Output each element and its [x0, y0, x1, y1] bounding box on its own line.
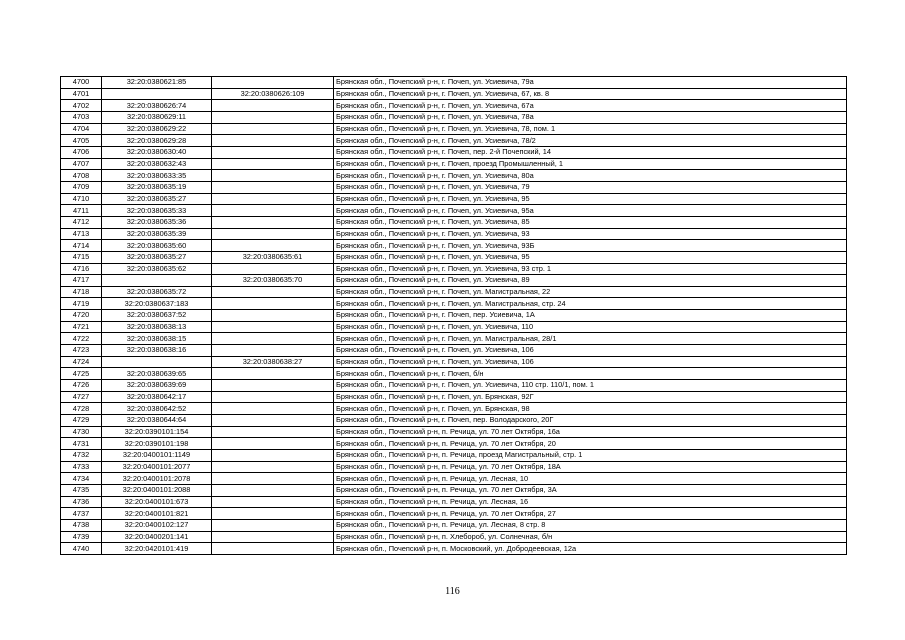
- secondary-cadastral-number-cell: [212, 286, 334, 298]
- table-row: [61, 193, 847, 205]
- table-row: [61, 298, 847, 310]
- row-number-cell: 4728: [61, 403, 102, 415]
- registry-table: [60, 76, 847, 555]
- address-cell: Брянская обл., Почепский р-н, г. Почеп, ул. Усиевича, 78/2: [334, 135, 847, 147]
- page-number: 116: [445, 586, 460, 597]
- secondary-cadastral-number-cell: [212, 368, 334, 380]
- table-row: [61, 170, 847, 182]
- row-number-cell: 4714: [61, 240, 102, 252]
- address-cell: Брянская обл., Почепский р-н, п. Речица, ул. Лесная, 10: [334, 473, 847, 485]
- table-row: [61, 181, 847, 193]
- cadastral-number-cell: 32:20:0380630:40: [102, 146, 212, 158]
- secondary-cadastral-number-cell: [212, 216, 334, 228]
- address-cell: Брянская обл., Почепский р-н, г. Почеп, ул. Усиевича, 78, пом. 1: [334, 123, 847, 135]
- cadastral-number-cell: 32:20:0380635:36: [102, 216, 212, 228]
- table-row: [61, 345, 847, 357]
- secondary-cadastral-number-cell: 32:20:0380626:109: [212, 88, 334, 100]
- secondary-cadastral-number-cell: [212, 473, 334, 485]
- secondary-cadastral-number-cell: [212, 77, 334, 89]
- row-number-cell: 4702: [61, 100, 102, 112]
- address-cell: Брянская обл., Почепский р-н, п. Речица, ул. 70 лет Октября, 27: [334, 508, 847, 520]
- address-cell: Брянская обл., Почепский р-н, п. Речица, проезд Магистральный, стр. 1: [334, 450, 847, 462]
- address-cell: Брянская обл., Почепский р-н, г. Почеп, ул. Усиевича, 95: [334, 193, 847, 205]
- address-cell: Брянская обл., Почепский р-н, г. Почеп, ул. Усиевича, 79а: [334, 77, 847, 89]
- address-cell: Брянская обл., Почепский р-н, п. Речица, ул. 70 лет Октября, 18А: [334, 461, 847, 473]
- table-row: [61, 228, 847, 240]
- cadastral-number-cell: 32:20:0380638:13: [102, 321, 212, 333]
- table-row: [61, 77, 847, 89]
- cadastral-number-cell: 32:20:0380629:28: [102, 135, 212, 147]
- cadastral-number-cell: 32:20:0380635:27: [102, 251, 212, 263]
- address-cell: Брянская обл., Почепский р-н, г. Почеп, пер. 2-й Почепский, 14: [334, 146, 847, 158]
- cadastral-number-cell: 32:20:0380637:52: [102, 310, 212, 322]
- cadastral-number-cell: 32:20:0380642:17: [102, 391, 212, 403]
- table-row: [61, 310, 847, 322]
- address-cell: Брянская обл., Почепский р-н, г. Почеп, ул. Усиевича, 95: [334, 251, 847, 263]
- secondary-cadastral-number-cell: [212, 531, 334, 543]
- secondary-cadastral-number-cell: [212, 310, 334, 322]
- table-row: [61, 240, 847, 252]
- table-row: [61, 508, 847, 520]
- address-cell: Брянская обл., Почепский р-н, г. Почеп, ул. Усиевича, 106: [334, 345, 847, 357]
- row-number-cell: 4723: [61, 345, 102, 357]
- cadastral-number-cell: 32:20:0380642:52: [102, 403, 212, 415]
- secondary-cadastral-number-cell: [212, 415, 334, 427]
- secondary-cadastral-number-cell: [212, 321, 334, 333]
- row-number-cell: 4735: [61, 484, 102, 496]
- cadastral-number-cell: 32:20:0380621:85: [102, 77, 212, 89]
- table-row: [61, 135, 847, 147]
- secondary-cadastral-number-cell: [212, 263, 334, 275]
- cadastral-number-cell: 32:20:0380638:16: [102, 345, 212, 357]
- table-row: [61, 251, 847, 263]
- address-cell: Брянская обл., Почепский р-н, г. Почеп, ул. Усиевича, 110: [334, 321, 847, 333]
- cadastral-number-cell: 32:20:0400101:2088: [102, 484, 212, 496]
- row-number-cell: 4713: [61, 228, 102, 240]
- table-row: [61, 438, 847, 450]
- row-number-cell: 4704: [61, 123, 102, 135]
- table-row: [61, 473, 847, 485]
- table-row: [61, 403, 847, 415]
- row-number-cell: 4709: [61, 181, 102, 193]
- row-number-cell: 4716: [61, 263, 102, 275]
- row-number-cell: 4715: [61, 251, 102, 263]
- row-number-cell: 4737: [61, 508, 102, 520]
- secondary-cadastral-number-cell: [212, 496, 334, 508]
- address-cell: Брянская обл., Почепский р-н, г. Почеп, ул. Брянская, 92Г: [334, 391, 847, 403]
- secondary-cadastral-number-cell: [212, 240, 334, 252]
- table-row: [61, 216, 847, 228]
- address-cell: Брянская обл., Почепский р-н, г. Почеп, ул. Усиевича, 79: [334, 181, 847, 193]
- secondary-cadastral-number-cell: [212, 543, 334, 555]
- cadastral-number-cell: 32:20:0380629:22: [102, 123, 212, 135]
- row-number-cell: 4736: [61, 496, 102, 508]
- row-number-cell: 4738: [61, 519, 102, 531]
- secondary-cadastral-number-cell: [212, 205, 334, 217]
- table-row: [61, 543, 847, 555]
- secondary-cadastral-number-cell: [212, 228, 334, 240]
- cadastral-number-cell: 32:20:0380637:183: [102, 298, 212, 310]
- address-cell: Брянская обл., Почепский р-н, г. Почеп, пер. Усиевича, 1А: [334, 310, 847, 322]
- cadastral-number-cell: 32:20:0380635:72: [102, 286, 212, 298]
- row-number-cell: 4732: [61, 450, 102, 462]
- cadastral-number-cell: 32:20:0380632:43: [102, 158, 212, 170]
- secondary-cadastral-number-cell: [212, 508, 334, 520]
- cadastral-number-cell: 32:20:0400101:2078: [102, 473, 212, 485]
- secondary-cadastral-number-cell: [212, 158, 334, 170]
- cadastral-number-cell: 32:20:0400101:2077: [102, 461, 212, 473]
- table-row: [61, 88, 847, 100]
- table-row: [61, 321, 847, 333]
- table-row: [61, 461, 847, 473]
- cadastral-number-cell: 32:20:0380644:64: [102, 415, 212, 427]
- secondary-cadastral-number-cell: [212, 426, 334, 438]
- cadastral-number-cell: 32:20:0380638:15: [102, 333, 212, 345]
- row-number-cell: 4703: [61, 111, 102, 123]
- address-cell: Брянская обл., Почепский р-н, г. Почеп, ул. Магистральная, стр. 24: [334, 298, 847, 310]
- table-row: [61, 146, 847, 158]
- row-number-cell: 4733: [61, 461, 102, 473]
- cadastral-number-cell: [102, 275, 212, 287]
- row-number-cell: 4710: [61, 193, 102, 205]
- table-row: [61, 496, 847, 508]
- row-number-cell: 4719: [61, 298, 102, 310]
- address-cell: Брянская обл., Почепский р-н, г. Почеп, ул. Магистральная, 28/1: [334, 333, 847, 345]
- row-number-cell: 4712: [61, 216, 102, 228]
- table-row: [61, 123, 847, 135]
- address-cell: Брянская обл., Почепский р-н, г. Почеп, ул. Усиевича, 78а: [334, 111, 847, 123]
- cadastral-number-cell: 32:20:0380635:60: [102, 240, 212, 252]
- address-cell: Брянская обл., Почепский р-н, г. Почеп, ул. Усиевича, 93Б: [334, 240, 847, 252]
- cadastral-number-cell: 32:20:0380633:35: [102, 170, 212, 182]
- table-row: [61, 531, 847, 543]
- cadastral-number-cell: 32:20:0400101:673: [102, 496, 212, 508]
- cadastral-number-cell: 32:20:0400102:127: [102, 519, 212, 531]
- cadastral-number-cell: 32:20:0380635:33: [102, 205, 212, 217]
- address-cell: Брянская обл., Почепский р-н, г. Почеп, ул. Усиевича, 93: [334, 228, 847, 240]
- row-number-cell: 4706: [61, 146, 102, 158]
- secondary-cadastral-number-cell: [212, 438, 334, 450]
- secondary-cadastral-number-cell: [212, 298, 334, 310]
- cadastral-number-cell: 32:20:0390101:198: [102, 438, 212, 450]
- secondary-cadastral-number-cell: [212, 391, 334, 403]
- table-row: [61, 111, 847, 123]
- row-number-cell: 4730: [61, 426, 102, 438]
- address-cell: Брянская обл., Почепский р-н, п. Речица, ул. 70 лет Октября, 16а: [334, 426, 847, 438]
- secondary-cadastral-number-cell: [212, 345, 334, 357]
- secondary-cadastral-number-cell: [212, 193, 334, 205]
- row-number-cell: 4717: [61, 275, 102, 287]
- address-cell: Брянская обл., Почепский р-н, г. Почеп, ул. Усиевича, 106: [334, 356, 847, 368]
- row-number-cell: 4720: [61, 310, 102, 322]
- secondary-cadastral-number-cell: [212, 519, 334, 531]
- table-row: [61, 275, 847, 287]
- secondary-cadastral-number-cell: [212, 181, 334, 193]
- row-number-cell: 4731: [61, 438, 102, 450]
- cadastral-number-cell: 32:20:0380626:74: [102, 100, 212, 112]
- address-cell: Брянская обл., Почепский р-н, п. Речица, ул. 70 лет Октября, 20: [334, 438, 847, 450]
- table-row: [61, 205, 847, 217]
- secondary-cadastral-number-cell: [212, 333, 334, 345]
- cadastral-number-cell: 32:20:0380639:65: [102, 368, 212, 380]
- table-row: [61, 484, 847, 496]
- address-cell: Брянская обл., Почепский р-н, г. Почеп, ул. Магистральная, 22: [334, 286, 847, 298]
- address-cell: Брянская обл., Почепский р-н, п. Хлебороб, ул. Солнечная, б/н: [334, 531, 847, 543]
- table-row: [61, 380, 847, 392]
- address-cell: Брянская обл., Почепский р-н, п. Речица, ул. Лесная, 8 стр. 8: [334, 519, 847, 531]
- cadastral-number-cell: 32:20:0400101:1149: [102, 450, 212, 462]
- cadastral-number-cell: [102, 356, 212, 368]
- address-cell: Брянская обл., Почепский р-н, г. Почеп, ул. Усиевича, 110 стр. 110/1, пом. 1: [334, 380, 847, 392]
- table-row: [61, 519, 847, 531]
- table-row: [61, 368, 847, 380]
- cadastral-number-cell: 32:20:0380635:39: [102, 228, 212, 240]
- row-number-cell: 4734: [61, 473, 102, 485]
- secondary-cadastral-number-cell: [212, 111, 334, 123]
- secondary-cadastral-number-cell: [212, 484, 334, 496]
- registry-table-body: [61, 77, 847, 555]
- table-row: [61, 158, 847, 170]
- cadastral-number-cell: 32:20:0380635:27: [102, 193, 212, 205]
- row-number-cell: 4718: [61, 286, 102, 298]
- table-row: [61, 333, 847, 345]
- row-number-cell: 4722: [61, 333, 102, 345]
- secondary-cadastral-number-cell: 32:20:0380635:70: [212, 275, 334, 287]
- row-number-cell: 4726: [61, 380, 102, 392]
- row-number-cell: 4707: [61, 158, 102, 170]
- secondary-cadastral-number-cell: [212, 461, 334, 473]
- secondary-cadastral-number-cell: [212, 135, 334, 147]
- row-number-cell: 4700: [61, 77, 102, 89]
- address-cell: Брянская обл., Почепский р-н, г. Почеп, ул. Брянская, 98: [334, 403, 847, 415]
- cadastral-number-cell: 32:20:0420101:419: [102, 543, 212, 555]
- table-row: [61, 426, 847, 438]
- address-cell: Брянская обл., Почепский р-н, г. Почеп, ул. Усиевича, 85: [334, 216, 847, 228]
- table-row: [61, 263, 847, 275]
- table-row: [61, 450, 847, 462]
- cadastral-number-cell: 32:20:0380629:11: [102, 111, 212, 123]
- secondary-cadastral-number-cell: [212, 380, 334, 392]
- row-number-cell: 4724: [61, 356, 102, 368]
- address-cell: Брянская обл., Почепский р-н, г. Почеп, проезд Промышленный, 1: [334, 158, 847, 170]
- address-cell: Брянская обл., Почепский р-н, г. Почеп, ул. Усиевича, 67а: [334, 100, 847, 112]
- address-cell: Брянская обл., Почепский р-н, г. Почеп, ул. Усиевича, 95а: [334, 205, 847, 217]
- cadastral-number-cell: [102, 88, 212, 100]
- row-number-cell: 4701: [61, 88, 102, 100]
- secondary-cadastral-number-cell: [212, 146, 334, 158]
- secondary-cadastral-number-cell: 32:20:0380638:27: [212, 356, 334, 368]
- secondary-cadastral-number-cell: [212, 403, 334, 415]
- row-number-cell: 4739: [61, 531, 102, 543]
- table-row: [61, 415, 847, 427]
- address-cell: Брянская обл., Почепский р-н, г. Почеп, ул. Усиевича, 80а: [334, 170, 847, 182]
- address-cell: Брянская обл., Почепский р-н, п. Московский, ул. Добродеевская, 12а: [334, 543, 847, 555]
- cadastral-number-cell: 32:20:0400201:141: [102, 531, 212, 543]
- address-cell: Брянская обл., Почепский р-н, г. Почеп, ул. Усиевича, 67, кв. 8: [334, 88, 847, 100]
- row-number-cell: 4721: [61, 321, 102, 333]
- row-number-cell: 4740: [61, 543, 102, 555]
- address-cell: Брянская обл., Почепский р-н, г. Почеп, ул. Усиевича, 93 стр. 1: [334, 263, 847, 275]
- row-number-cell: 4729: [61, 415, 102, 427]
- table-row: [61, 356, 847, 368]
- row-number-cell: 4725: [61, 368, 102, 380]
- cadastral-number-cell: 32:20:0380639:69: [102, 380, 212, 392]
- address-cell: Брянская обл., Почепский р-н, г. Почеп, ул. Усиевича, 89: [334, 275, 847, 287]
- secondary-cadastral-number-cell: [212, 170, 334, 182]
- secondary-cadastral-number-cell: [212, 123, 334, 135]
- secondary-cadastral-number-cell: 32:20:0380635:61: [212, 251, 334, 263]
- cadastral-number-cell: 32:20:0380635:19: [102, 181, 212, 193]
- address-cell: Брянская обл., Почепский р-н, п. Речица, ул. Лесная, 16: [334, 496, 847, 508]
- row-number-cell: 4727: [61, 391, 102, 403]
- row-number-cell: 4708: [61, 170, 102, 182]
- secondary-cadastral-number-cell: [212, 450, 334, 462]
- table-row: [61, 286, 847, 298]
- table-row: [61, 391, 847, 403]
- table-row: [61, 100, 847, 112]
- row-number-cell: 4711: [61, 205, 102, 217]
- address-cell: Брянская обл., Почепский р-н, п. Речица, ул. 70 лет Октября, 3А: [334, 484, 847, 496]
- address-cell: Брянская обл., Почепский р-н, г. Почеп, б/н: [334, 368, 847, 380]
- cadastral-number-cell: 32:20:0380635:62: [102, 263, 212, 275]
- cadastral-number-cell: 32:20:0390101:154: [102, 426, 212, 438]
- cadastral-number-cell: 32:20:0400101:821: [102, 508, 212, 520]
- secondary-cadastral-number-cell: [212, 100, 334, 112]
- row-number-cell: 4705: [61, 135, 102, 147]
- address-cell: Брянская обл., Почепский р-н, г. Почеп, пер. Володарского, 20Г: [334, 415, 847, 427]
